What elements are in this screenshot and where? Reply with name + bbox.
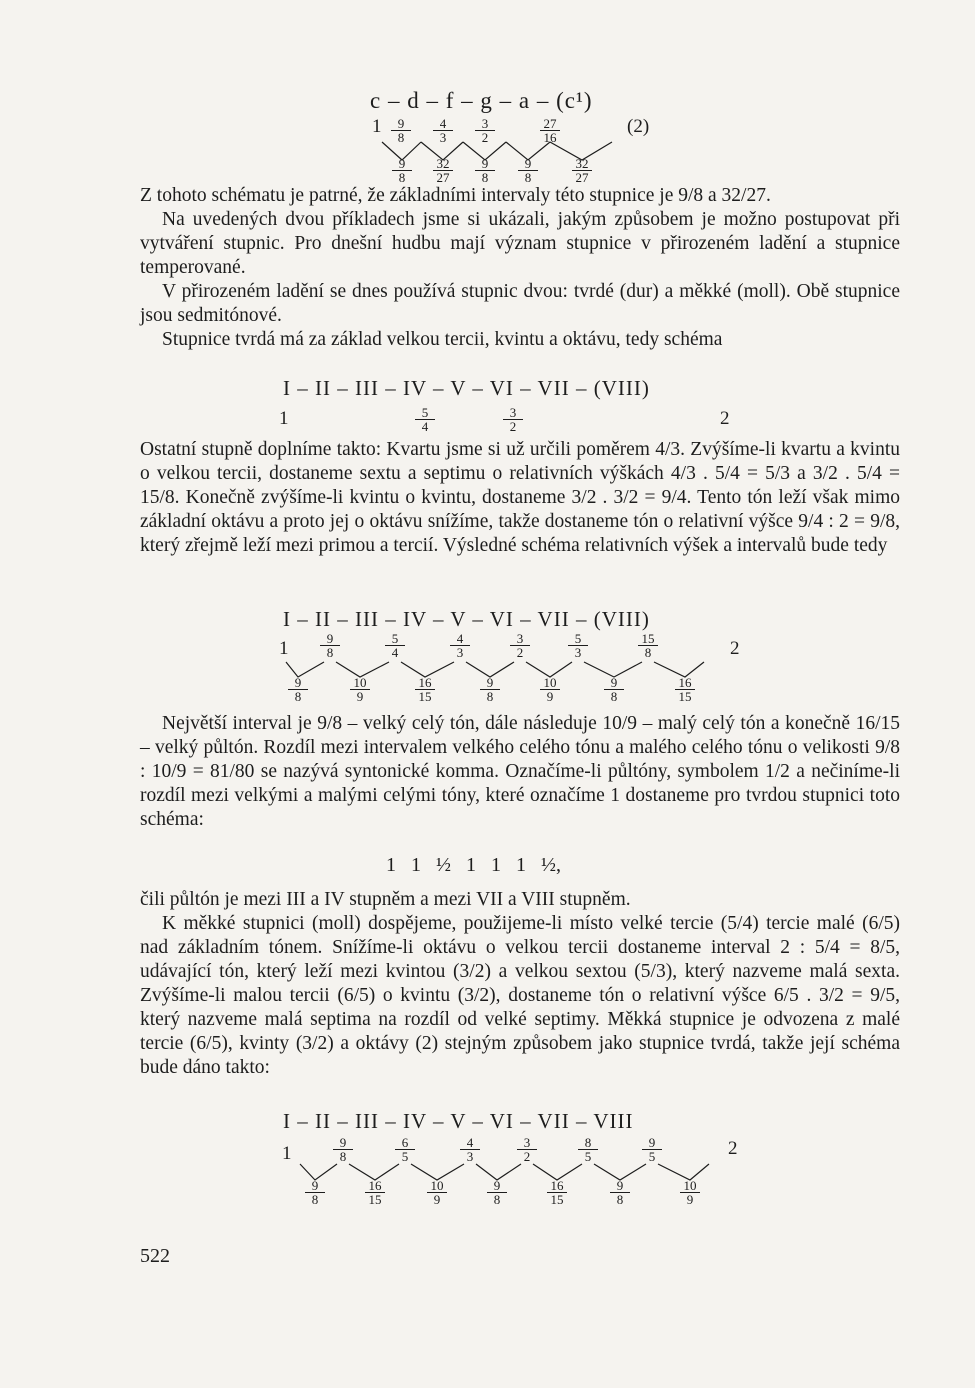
scheme4-bottom-fraction: $\frac{10}{9}$ [680, 1180, 700, 1206]
scheme4-top-fraction: $\frac{8}{5}$ [578, 1137, 598, 1163]
scheme1-bottom-fraction: $\frac{9}{8}$ [392, 158, 412, 184]
scheme4-top-left: 1 [282, 1143, 292, 1164]
scheme4-top-fraction: $\frac{9}{5}$ [642, 1137, 662, 1163]
scheme4-top-fraction: $\frac{6}{5}$ [395, 1137, 415, 1163]
scheme3-top-right: 2 [730, 638, 740, 659]
scheme1-top-fraction: $\frac{9}{8}$ [391, 118, 411, 144]
scheme4-connector [411, 1164, 464, 1180]
scheme3-bottom-fraction: $\frac{9}{8}$ [604, 677, 624, 703]
scheme4-connector [349, 1164, 399, 1180]
scheme4-top-fraction: $\frac{3}{2}$ [517, 1137, 537, 1163]
scheme1-top-fraction: $\frac{4}{3}$ [433, 118, 453, 144]
scheme4-bottom-fraction: $\frac{9}{8}$ [487, 1180, 507, 1206]
scheme4-connector [300, 1164, 337, 1180]
scheme4-bottom-fraction: $\frac{16}{15}$ [547, 1180, 567, 1206]
scheme3-bottom-fraction: $\frac{10}{9}$ [350, 677, 370, 703]
page-number: 522 [140, 1245, 170, 1267]
scheme3-bottom-fraction: $\frac{10}{9}$ [540, 677, 560, 703]
scheme3-top-fraction: $\frac{15}{8}$ [638, 633, 658, 659]
paragraph-6: Největší interval je 9/8 – velký celý tón, dále následuje 10/9 – malý celý tón a konečně 16/15 – velký půltón. Rozdíl mezi intervalem velkého celého tónu a malého celého tónu o velikosti 9/8 : 10/9 = 81/80 se nazývá syntonické komma. Označíme-li půltóny, symbolem 1/2 a nečiníme-li rozdíl mezi velkými a malými celými tóny, které označíme 1 dostaneme pro tvrdou stupnici toto schéma: [140, 713, 900, 830]
scheme4-header: I – II – III – IV – V – VI – VII – VIII [283, 1109, 634, 1133]
paragraph-8: K měkké stupnici (moll) dospějeme, použijeme-li místo velké tercie (5/4) tercie malé (6/5) nad základním tónem. Snížíme-li oktávu o velkou tercii dostaneme interval 2 : 5/4 = 8/5, udávající tón, který leží mezi kvintou (3/2) a velkou sextou (5/3), který nazveme malá sexta. Zvýšíme-li malou tercii (6/5) o kvintu (3/2), dostaneme tón o relativní výšce 6/5 . 3/2 = 9/5, který nazveme malá septima na rozdíl od velké septimy. Měkká stupnice je odvozena z malé tercie (6/5), kvinty (3/2) a oktávy (2) stejným způsobem jako stupnice tvrdá, takže její schéma bude dáno takto: [140, 913, 900, 1078]
scheme4-connector [658, 1164, 709, 1180]
scheme4-bottom-fraction: $\frac{9}{8}$ [305, 1180, 325, 1206]
scheme1-bottom-fraction: $\frac{32}{27}$ [433, 158, 453, 184]
scheme3-top-fraction: $\frac{3}{2}$ [510, 633, 530, 659]
scheme4-top-fraction: $\frac{9}{8}$ [333, 1137, 353, 1163]
paragraph-3: V přirozeném ladění se dnes používá stupnic dvou: tvrdé (dur) a měkké (moll). Obě stupnice jsou sedmitónové. [140, 281, 900, 326]
scheme3-bottom-fraction: $\frac{9}{8}$ [480, 677, 500, 703]
scheme1-top-left: 1 [372, 116, 382, 137]
scheme4-bottom-fraction: $\frac{10}{9}$ [427, 1180, 447, 1206]
scheme3-top-fraction: $\frac{5}{4}$ [385, 633, 405, 659]
scheme3-top-left: 1 [279, 638, 289, 659]
scheme4-bottom-fraction: $\frac{9}{8}$ [610, 1180, 630, 1206]
scheme1-top-fraction: $\frac{3}{2}$ [475, 118, 495, 144]
scheme3-top-fraction: $\frac{4}{3}$ [450, 633, 470, 659]
scheme4-connector [594, 1164, 646, 1180]
scheme2-header: I – II – III – IV – V – VI – VII – (VIII) [283, 376, 650, 400]
paragraph-5: Ostatní stupně doplníme takto: Kvartu jsme si už určili poměrem 4/3. Zvýšíme-li kvartu a kvintu o velkou tercii, dostaneme sextu a septimu o relativních výškách 4/3 . 5/4 = 5/3 a 3/2 . 5/4 = 15/8. Konečně zvýšíme-li kvintu o kvintu, dostaneme 3/2 . 3/2 = 9/4. Tento tón leží však mimo základní oktávu a proto jej o oktávu snížíme, takže dostaneme tón o relativní výšce 9/4 : 2 = 9/8, který zřejmě leží mezi primou a tercií. Výsledné schéma relativních výšek a intervalů bude tedy [140, 439, 900, 556]
scheme4-top-fraction: $\frac{4}{3}$ [460, 1137, 480, 1163]
scheme3-header: I – II – III – IV – V – VI – VII – (VIII) [283, 607, 650, 631]
scheme4-connector [533, 1164, 582, 1180]
scheme2-fraction: $\frac{3}{2}$ [503, 407, 523, 433]
scheme3-top-fraction: $\frac{5}{3}$ [568, 633, 588, 659]
paragraph-2: Na uvedených dvou příkladech jsme si ukázali, jakým způsobem je možno postupovat při vytváření stupnic. Pro dnešní hudbu mají význam stupnice v přirozeném ladění a stupnice temperované. [140, 209, 900, 278]
scheme4-connector [476, 1164, 521, 1180]
scheme3-bottom-fraction: $\frac{9}{8}$ [288, 677, 308, 703]
scheme3-top-fraction: $\frac{9}{8}$ [320, 633, 340, 659]
scheme2-value: 2 [720, 408, 730, 429]
scheme-steps: 1 1 ½ 1 1 1 ½, [386, 854, 561, 876]
scheme3-bottom-fraction: $\frac{16}{15}$ [675, 677, 695, 703]
scheme1-bottom-fraction: $\frac{9}{8}$ [518, 158, 538, 184]
scheme2-fraction: $\frac{5}{4}$ [415, 407, 435, 433]
paragraph-1: Z tohoto schématu je patrné, že základními intervaly této stupnice je 9/8 a 32/27. [140, 185, 771, 206]
scheme4-bottom-fraction: $\frac{16}{15}$ [365, 1180, 385, 1206]
scheme2-value: 1 [279, 408, 289, 429]
scheme1-bottom-fraction: $\frac{32}{27}$ [572, 158, 592, 184]
paragraph-7: čili půltón je mezi III a IV stupněm a mezi VII a VIII stupněm. [140, 889, 631, 910]
scheme3-bottom-fraction: $\frac{16}{15}$ [415, 677, 435, 703]
paragraph-4: Stupnice tvrdá má za základ velkou tercii, kvintu a oktávu, tedy schéma [162, 329, 723, 350]
scheme1-bottom-fraction: $\frac{9}{8}$ [475, 158, 495, 184]
scheme1-header: c – d – f – g – a – (c¹) [370, 88, 593, 113]
scheme4-top-right: 2 [728, 1138, 738, 1159]
scheme1-top-right: (2) [627, 116, 650, 137]
scheme1-top-fraction: $\frac{27}{16}$ [540, 118, 560, 144]
